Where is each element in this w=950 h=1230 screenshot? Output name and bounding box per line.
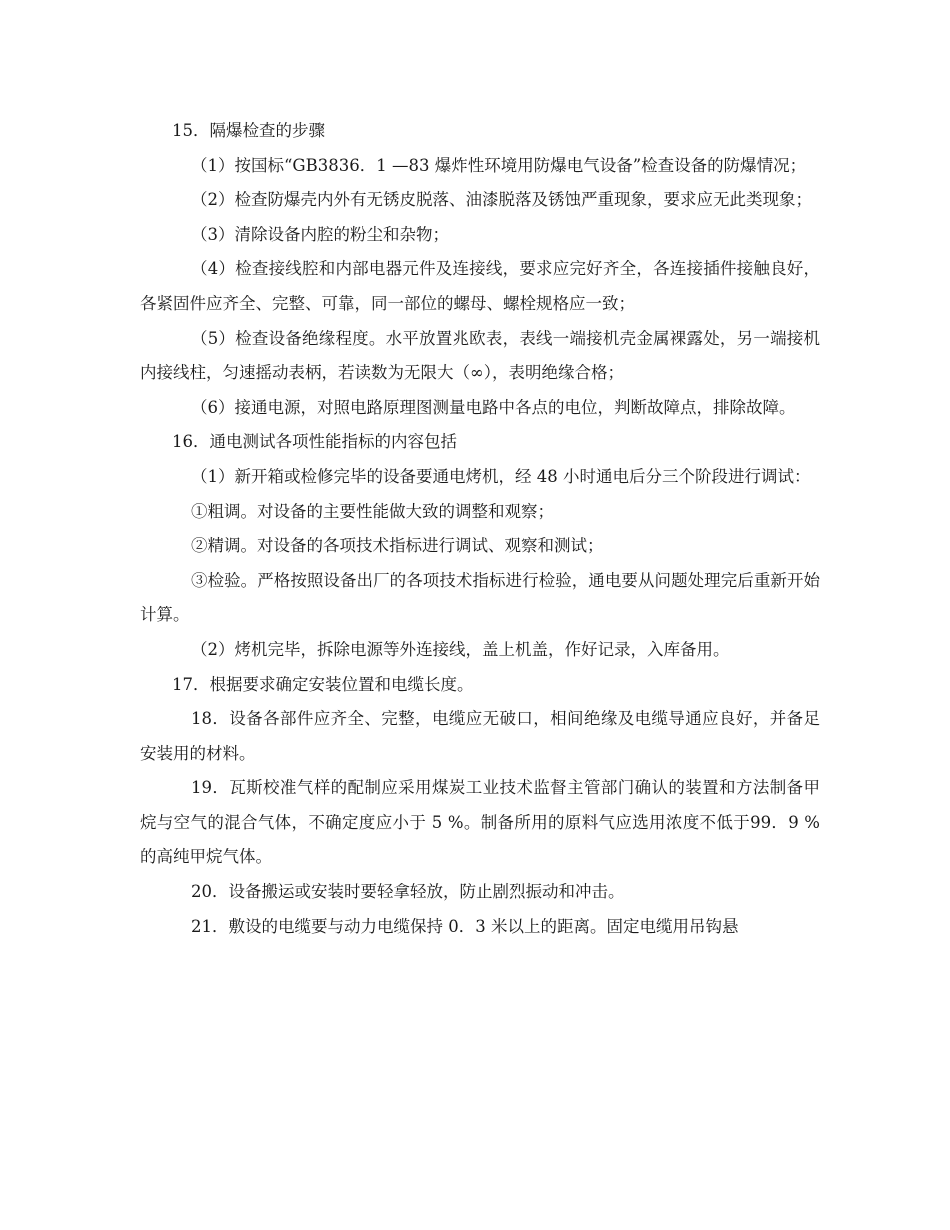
document-body [140, 114, 820, 944]
paragraph-p15-3: （3）清除设备内腔的粉尘和杂物； [191, 224, 449, 244]
paragraph-p15-4: （4）检查接线腔和内部电器元件及连接线，要求应完好齐全，各连接插件接触良好，各紧固件应齐全、完整、可靠，同一部位的螺母、螺栓规格应一致； [140, 259, 820, 313]
paragraph-p15-1: （1）按国标“GB3836．1 —83 爆炸性环境用防爆电气设备”检查设备的防爆情况； [191, 155, 807, 175]
paragraph-p16-1c: ③检验。严格按照设备出厂的各项技术指标进行检验，通电要从问题处理完后重新开始计算。 [140, 570, 820, 625]
paragraph-p18: 18．设备各部件应齐全、完整，电缆应无破口，相间绝缘及电缆导通应良好，并备足安装用的材料。 [140, 709, 820, 763]
paragraph-p20: 20．设备搬运或安装时要轻拿轻放，防止剧烈振动和冲击。 [191, 882, 625, 902]
paragraph-p16-1: （1）新开箱或检修完毕的设备要通电烤机，经 48 小时通电后分三个阶段进行调试： [191, 466, 811, 486]
paragraph-p21: 21．敷设的电缆要与动力电缆保持 0．3 米以上的距离。固定电缆用吊钩悬 [191, 916, 739, 936]
paragraph-p15-title: 15．隔爆检查的步骤 [172, 121, 325, 140]
paragraph-p19: 19．瓦斯校准气样的配制应采用煤炭工业技术监督主管部门确认的装置和方法制备甲烷与空气的混合气体，不确定度应小于 5 %。制备所用的原料气应选用浓度不低于99．9 %的高纯甲烷气体。 [140, 778, 820, 867]
paragraph-p16-1b: ②精调。对设备的各项技术指标进行调试、观察和测试； [191, 536, 604, 556]
paragraph-p15-2: （2）检查防爆壳内外有无锈皮脱落、油漆脱落及锈蚀严重现象，要求应无此类现象； [191, 190, 812, 210]
paragraph-p16-1a: ①粗调。对设备的主要性能做大致的调整和观察； [191, 501, 554, 521]
paragraph-p16-2: （2）烤机完毕，拆除电源等外连接线，盖上机盖，作好记录，入库备用。 [191, 639, 730, 659]
paragraph-p16-title: 16．通电测试各项性能指标的内容包括 [172, 432, 457, 452]
paragraph-p17: 17．根据要求确定安装位置和电缆长度。 [172, 674, 474, 694]
paragraph-p15-5: （5）检查设备绝缘程度。水平放置兆欧表，表线一端接机壳金属裸露处，另一端接机内接线柱，匀速摇动表柄，若读数为无限大（∞），表明绝缘合格； [140, 328, 820, 383]
paragraph-p15-6: （6）接通电源，对照电路原理图测量电路中各点的电位，判断故障点，排除故障。 [191, 397, 796, 417]
